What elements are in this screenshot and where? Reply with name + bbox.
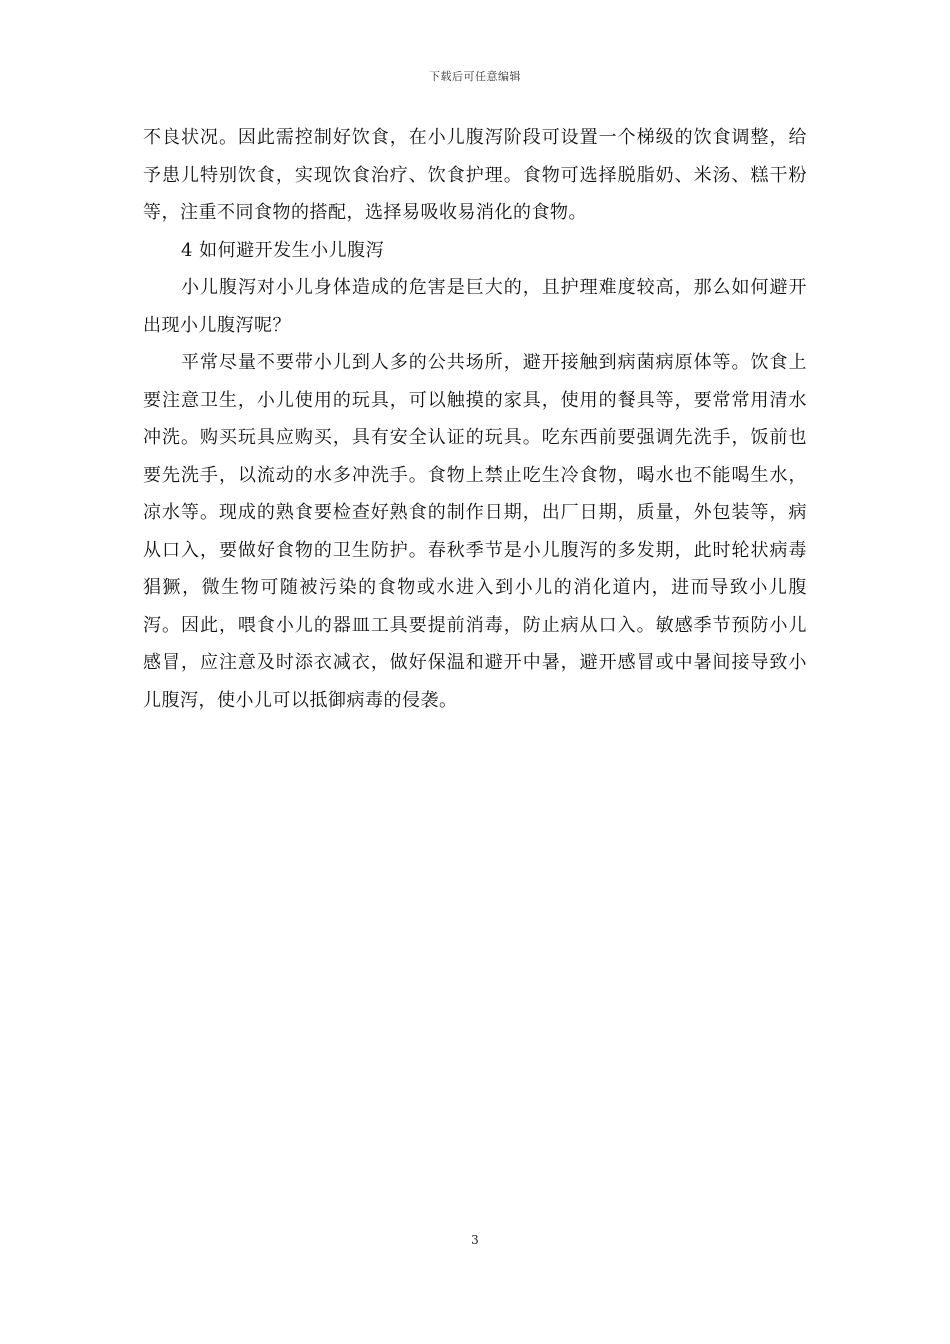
paragraph-prevention: 平常尽量不要带小儿到人多的公共场所，避开接触到病菌病原体等。饮食上要注意卫生，小儿使用的玩具，可以触摸的家具，使用的餐具等，要常常用清水冲洗。购买玩具应购买，具有安全认证的玩具。吃东西前要强调先洗手，饭前也要先洗手，以流动的水多冲洗手。食物上禁止吃生冷食物，喝水也不能喝生水，凉水等。现成的熟食要检查好熟食的制作日期，出厂日期，质量，外包装等，病从口入，要做好食物的卫生防护。春秋季节是小儿腹泻的多发期，此时轮状病毒猖獗，微生物可随被污染的食物或水进入到小儿的消化道内，进而导致小儿腹泻。因此，喂食小儿的器皿工具要提前消毒，防止病从口入。敏感季节预防小儿感冒，应注意及时添衣减衣，做好保温和避开中暑，避开感冒或中暑间接导致小儿腹泻，使小儿可以抵御病毒的侵袭。 (143, 352, 807, 711)
header-note: 下载后可任意编辑 (429, 70, 521, 83)
page-number: 3 (471, 1233, 479, 1247)
document-body (143, 119, 807, 719)
paragraph-intro: 小儿腹泻对小儿身体造成的危害是巨大的，且护理难度较高，那么如何避开出现小儿腹泻呢？ (143, 277, 807, 336)
section-heading: 4 如何避开发生小儿腹泻 (181, 239, 385, 261)
paragraph-continuation: 不良状况。因此需控制好饮食，在小儿腹泻阶段可设置一个梯级的饮食调整，给予患儿特别饮食，实现饮食治疗、饮食护理。食物可选择脱脂奶、米汤、糕干粉等，注重不同食物的搭配，选择易吸收易消化的食物。 (143, 127, 807, 223)
